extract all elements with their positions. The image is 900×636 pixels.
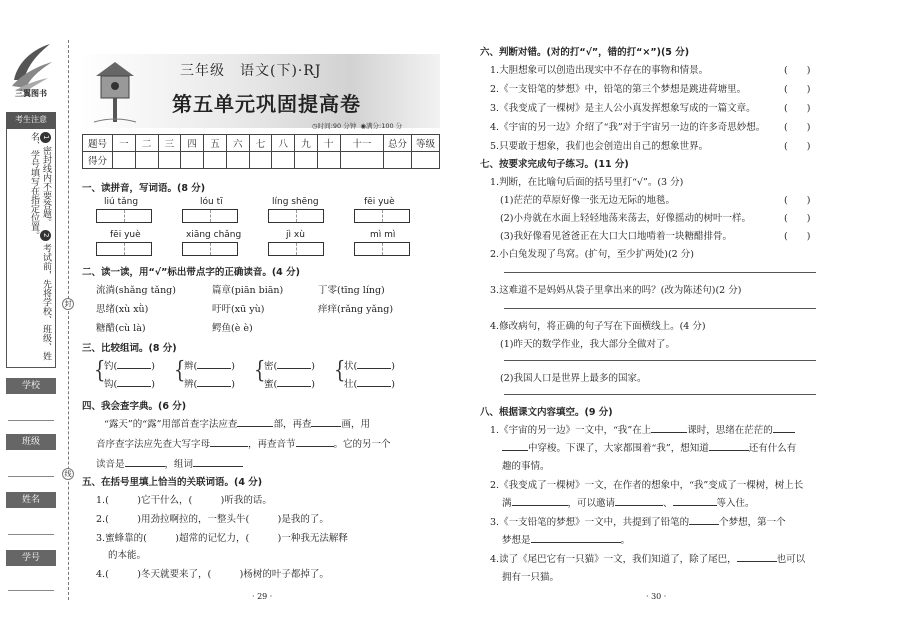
answer-line[interactable] xyxy=(504,308,816,309)
word-pair: 密( ) xyxy=(264,361,315,372)
judge-paren[interactable]: ( ) xyxy=(784,141,811,152)
judge-item-4: 4.《宇宙的另一边》介绍了“我”对于宇宙另一边的许多奇思妙想。 xyxy=(490,122,766,133)
school-write-line[interactable] xyxy=(8,420,54,421)
pinyin-4: fēi yuè xyxy=(364,197,395,207)
judge-item-2: 2.《一支铅笔的梦想》中，铅笔的第三个梦想是跳进荷塘里。 xyxy=(490,84,747,95)
notice-text xyxy=(12,132,52,362)
pinyin-5: fēi yuè xyxy=(110,230,141,240)
word-pair: 蜜( ) xyxy=(264,379,315,390)
score-cell: 七 xyxy=(249,135,272,152)
pinyin-6: xiāng chǎng xyxy=(186,230,242,240)
seal-line xyxy=(68,40,69,600)
word-pair: 钓( ) xyxy=(104,361,155,372)
score-cell: 三 xyxy=(158,135,181,152)
score-cell: 题号 xyxy=(83,135,113,152)
score-cell: 二 xyxy=(135,135,158,152)
write-box[interactable] xyxy=(354,242,410,256)
section-4-title: 四、我会查字典。(6 分) xyxy=(82,401,187,412)
section-5-title: 五、在括号里填上恰当的关联词语。(4 分) xyxy=(82,477,263,488)
section-6-title: 六、判断对错。(对的打“√”，错的打“×”)(5 分) xyxy=(480,47,690,58)
section-1-title: 一、读拼音，写词语。(8 分) xyxy=(82,183,206,194)
judge-paren[interactable]: ( ) xyxy=(784,122,811,133)
score-input-cell[interactable] xyxy=(204,152,227,169)
reading-item: 流淌(shǎng tǎng) xyxy=(96,285,176,296)
score-input-cell[interactable] xyxy=(317,152,340,169)
word-pair: 壮( ) xyxy=(344,379,395,390)
pinyin-8: mì mì xyxy=(370,230,396,240)
conjunction-q3: 3.蜜蜂靠的( )超常的记忆力，( )一种我无法解释 xyxy=(96,533,348,544)
word-pair: 辨( ) xyxy=(184,379,235,390)
write-box[interactable] xyxy=(354,209,410,223)
fill-q1-cont: 中穿梭。下课了，大家都围着“我”，想知道 还有什么有 xyxy=(502,440,796,454)
page-number-left: · 29 · xyxy=(252,592,273,601)
fill-q1: 1.《宇宙的另一边》一文中，“我”在上 课时，思绪在茫茫的 xyxy=(490,422,795,436)
field-label-class: 班级 xyxy=(6,434,56,450)
score-input-cell[interactable] xyxy=(158,152,181,169)
grade-subject: 三年级 语文(下)·RJ xyxy=(180,63,322,79)
section-7-title: 七、按要求完成句子练习。(11 分) xyxy=(480,159,629,170)
judge-paren[interactable]: ( ) xyxy=(784,84,811,95)
sentence-q3: 3.这难道不是妈妈从袋子里拿出来的吗？(改为陈述句)(2 分) xyxy=(490,285,742,296)
score-table-score-row xyxy=(83,152,440,169)
simile-b: (2)小舟就在水面上轻轻地荡来荡去，好像摇动的树叶一样。 xyxy=(500,213,751,224)
conjunction-q4: 4.( )冬天就要来了，( )杨树的叶子都掉了。 xyxy=(96,569,329,580)
reading-item: 鳄鱼(è è) xyxy=(212,323,253,334)
judge-item-5: 5.只要敢于想象，我们也会创造出自己的想象世界。 xyxy=(490,141,709,152)
judge-item-3: 3.《我变成了一棵树》是主人公小真发挥想象写成的一篇文章。 xyxy=(490,103,756,114)
reading-item: 糖醋(cù là) xyxy=(96,323,146,334)
fill-q3: 3.《一支铅笔的梦想》一文中，共提到了铅笔的 个梦想，第一个 xyxy=(490,517,786,528)
write-box[interactable] xyxy=(182,209,238,223)
judge-item-1: 1.大胆想象可以创造出现实中不存在的事物和情景。 xyxy=(490,65,709,76)
notice-num-2: 2 xyxy=(40,230,51,241)
pinyin-1: liú tǎng xyxy=(104,197,139,207)
brace-icon: { xyxy=(174,356,186,384)
brace-icon: { xyxy=(254,356,266,384)
class-write-line[interactable] xyxy=(8,476,54,477)
dict-line-3: 读音是 ，组词 xyxy=(96,456,243,470)
score-cell: 十一 xyxy=(340,135,383,152)
section-2-title: 二、读一读，用“√”标出带点字的正确读音。(4 分) xyxy=(82,267,300,278)
write-box[interactable] xyxy=(268,242,324,256)
sentence-q1: 1.判断，在比喻句后面的括号里打“√”。(3 分) xyxy=(490,177,684,188)
binding-margin xyxy=(0,0,62,636)
brace-icon: { xyxy=(94,356,106,384)
reading-item: 思绪(xù xǜ) xyxy=(96,304,149,315)
score-table-header-row xyxy=(83,135,440,152)
notice-item-1: 密封线内不要答题。 xyxy=(41,145,51,227)
word-pair: 钩( ) xyxy=(104,379,155,390)
fill-q4-cont: 拥有一只猫。 xyxy=(502,572,560,583)
fill-q1-end: 趣的事情。 xyxy=(502,461,550,472)
score-input-cell[interactable] xyxy=(340,152,383,169)
score-cell: 一 xyxy=(113,135,136,152)
name-write-line[interactable] xyxy=(8,534,54,535)
fill-q3-cont: 梦想是 。 xyxy=(502,535,631,546)
reading-item: 吁吁(xū yù) xyxy=(212,304,265,315)
judge-paren[interactable]: ( ) xyxy=(784,213,811,224)
score-cell: 四 xyxy=(181,135,204,152)
score-cell: 八 xyxy=(272,135,295,152)
sentence-q2: 2.小白兔发现了鸟窝。(扩句，至少扩两处)(2 分) xyxy=(490,249,694,260)
section-3-title: 三、比较组词。(8 分) xyxy=(82,343,177,354)
fill-q2-cont: 满 ，可以邀请 、 等入住。 xyxy=(502,498,755,509)
score-input-cell[interactable] xyxy=(113,152,136,169)
pinyin-3: líng shēng xyxy=(272,197,319,207)
score-table xyxy=(82,134,440,169)
score-cell: 得分 xyxy=(83,152,113,169)
judge-paren[interactable]: ( ) xyxy=(784,231,811,242)
reading-item: 痒痒(rǎng yǎng) xyxy=(318,304,394,315)
conjunction-q2: 2.( )用劲拉啊拉的，一整头牛( )是我的了。 xyxy=(96,514,329,525)
full-score-text: ◉满分:100 分 xyxy=(360,122,403,130)
birdhouse-icon xyxy=(92,58,138,124)
word-pair: 状( ) xyxy=(344,361,395,372)
score-cell: 六 xyxy=(226,135,249,152)
score-input-cell[interactable] xyxy=(135,152,158,169)
publisher-name: 三翼图书 xyxy=(15,89,47,98)
sick-sentence-1: (1)昨天的数学作业，我大部分全做对了。 xyxy=(500,339,675,350)
seal-mark-2: 线 xyxy=(62,468,74,480)
answer-line[interactable] xyxy=(504,272,816,273)
page-number-right: · 30 · xyxy=(646,592,667,601)
notice-num-1: 1 xyxy=(40,132,51,143)
judge-paren[interactable]: ( ) xyxy=(784,195,811,206)
write-box[interactable] xyxy=(96,209,152,223)
fill-q4: 4.读了《尾巴它有一只猫》一文，我们知道了，除了尾巴， 也可以 xyxy=(490,554,806,565)
score-cell: 等级 xyxy=(412,135,440,152)
time-text: ◷时间:90 分钟 xyxy=(312,122,357,130)
conjunction-q3-cont: 的本能。 xyxy=(108,550,147,561)
judge-paren[interactable]: ( ) xyxy=(784,65,811,76)
score-input-cell[interactable] xyxy=(249,152,272,169)
word-pair: 辫( ) xyxy=(184,361,235,372)
pinyin-2: lóu tī xyxy=(200,197,223,207)
time-limit xyxy=(312,121,402,130)
exam-title: 第五单元巩固提高卷 xyxy=(172,92,361,116)
field-label-name: 姓名 xyxy=(6,492,56,508)
reading-item: 篇章(piān biān) xyxy=(212,285,284,296)
brace-icon: { xyxy=(334,356,346,384)
write-box[interactable] xyxy=(268,209,324,223)
dict-line-1: “露天”的“露”用部首查字法应查 部，再查 画，用 xyxy=(104,419,370,430)
answer-line[interactable] xyxy=(504,394,816,395)
score-input-cell[interactable] xyxy=(295,152,318,169)
field-label-school: 学校 xyxy=(6,378,56,394)
score-cell: 总分 xyxy=(384,135,412,152)
notice-item-2: 考试前，先将学校、班级、姓名、学号填写在指定位置。 xyxy=(29,132,51,361)
write-box[interactable] xyxy=(182,242,238,256)
seal-mark-1: 封 xyxy=(62,298,74,310)
score-cell: 五 xyxy=(204,135,227,152)
score-input-cell[interactable] xyxy=(226,152,249,169)
score-input-cell[interactable] xyxy=(181,152,204,169)
id-write-line[interactable] xyxy=(8,590,54,591)
judge-paren[interactable]: ( ) xyxy=(784,103,811,114)
reading-item: 丁零(tīng líng) xyxy=(318,285,385,296)
score-cell: 十 xyxy=(317,135,340,152)
simile-c: (3)我好像看见爸爸正在大口大口地啃着一块糖醋排骨。 xyxy=(500,231,732,242)
dict-line-2: 音序查字法应先查大写字母 ，再查音节 。它的另一个 xyxy=(96,439,391,450)
sentence-q4: 4.修改病句，将正确的句子写在下面横线上。(4 分) xyxy=(490,321,706,332)
score-cell: 九 xyxy=(295,135,318,152)
sick-sentence-2: (2)我国人口是世界上最多的国家。 xyxy=(500,373,647,384)
fill-q2: 2.《我变成了一棵树》一文，在作者的想象中，“我”变成了一棵树，树上长 xyxy=(490,480,804,491)
section-8-title: 八、根据课文内容填空。(9 分) xyxy=(480,407,613,418)
simile-a: (1)茫茫的草原好像一张无边无际的地毯。 xyxy=(500,195,675,206)
score-input-cell[interactable] xyxy=(272,152,295,169)
field-label-id: 学号 xyxy=(6,550,56,566)
notice-title: 考生注意 xyxy=(6,112,56,128)
pinyin-7: jì xù xyxy=(286,230,305,240)
write-box[interactable] xyxy=(96,242,152,256)
score-input-cell[interactable] xyxy=(384,152,412,169)
answer-line[interactable] xyxy=(504,360,816,361)
conjunction-q1: 1.( )它干什么，( )听我的话。 xyxy=(96,495,272,506)
score-input-cell[interactable] xyxy=(412,152,440,169)
